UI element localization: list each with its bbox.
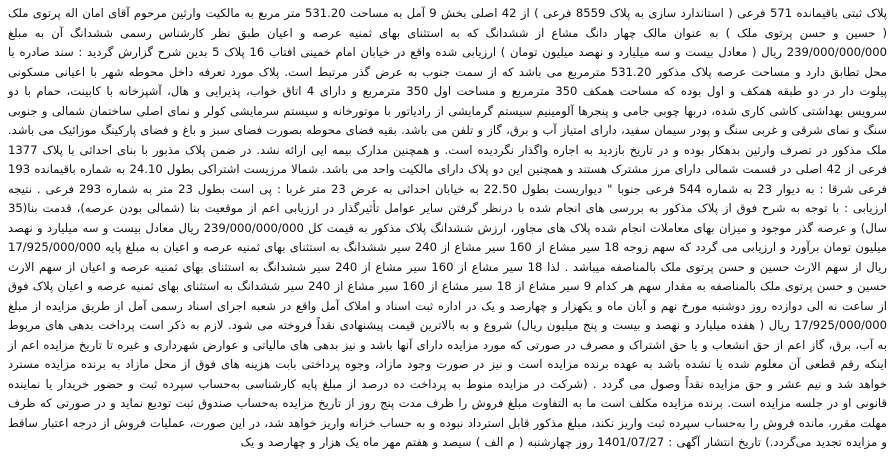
notice-body: پلاک ثبتی باقیمانده 571 فرعی ( استاندارد سازی به پلاک 8559 فرعی ) از 42 اصلی بخش 9 آمل به مساحت 531.20 متر مربع به مالکیت وارثین مرحوم آقای امان اله پرتوی ملک ( حسین و حسن پرتوی ملک ) به عنوان مالک چهار دانگ مشاع از ششدانگ که به استثنای بهای ثمنیه عرصه و اعیان طبق نظر کارشناس رسمی ششدانگ آن به مبلغ 239/000/000/000 ریال ( معادل بیست و سه میلیارد و نهصد میلیون تومان ) ارزیابی شده واقع در خیابان امام خمینی افتاب 16 پلاک 5 بدین شرح گزارش گردید : سند صادره با محل تطابق دارد و مساحت عرصه پلاک مذکور 531.20 مترمربع می باشد که از سمت جنوب به عرض گذر مرتبط است. پلاک مورد تعرفه داخل محوطه شهر با اعیانی مسکونی پیلوت دار در دو طبقه همکف و اول بوده که مساحت همکف 350 مترمربع و مساحت اول 350 مترمربع و دارای 4 اتاق خواب، پذیرایی و هال، آشپزخانه با کابینت، حمام با دو سرویس بهداشتی کاشی کاری شده، دربها چوبی جامی و پنجرها آلومینیم سیستم گرمایشی از رادیاتور با موتورخانه و سیستم سرمایشی کولر و نمای اصلی ساختمان شمالی و جنوبی سنگ و نمای شرقی و غربی سنگ و پودر سیمان سفید، دارای امتیاز آب و برق، گاز و تلفن می باشد. بقیه فضای محوطه بصورت فضای سبز و باغ و فضای پارکینگ موزائیک می باشد. ملک مذکور در تصرف وارثین بدهکار بوده و در تاریخ بازدید به اجاره واگذار نگردیده است. و همچنین مدارک بیمه ایی ارائه نشد. در ضمن پلاک مذبور با بنای احداثی با پلاک 1377 فرعی از 42 اصلی در قسمت شمالی دارای مرز مشترک هستند و همچنین این دو پلاک دارای مالکیت واحد می باشد. شمالا مرزیست اشتراکی بطول 24.10 به شماره باقیمانده 193 فرعی شرقا : به دیوار 23 به شماره 544 فرعی جنوبا " دیواریست بطول 22.50 به خیابان احداثی به عرض 23 متر غربا : پی است بطول 23 متر به شماره 293 فرعی . نتیجه ارزیابی : با توجه به شرح فوق از پلاک مذکور به بررسی های انجام شده با درنظر گرفتن سایر عوامل تأثیرگذار در ارزیابی اعم از موقعیت بنا (شمالی بودن عرصه)، قدمت بنا(35 سال) و عرصه گذر موجود و میزان بهای معاملات انجام شده پلاک های مجاور، ارزش ششدانگ پلاک مذکور به قیمت کل 239/000/000/000 ریال معادل بیست و سه میلیارد و نهصد میلیون تومان برآورد و ارزیابی می گردد که سهم زوجه 18 سیر مشاع از 160 سیر مشاع از 240 سیر ششدانگ به استثنای بهای ثمنیه عرصه و اعیان به مبلغ پایه 17/925/000/000 ریال از سهم الارث حسین و حسن پرتوی ملک بالمناصفه میباشد . لذا 18 سیر مشاع از 160 سیر مشاع از 240 سیر ششدانگ به استثنای بهای ثمنیه عرصه و اعیان از سهم الارث حسین و حسن پرتوی ملک بالمناصفه به مقدار سهم هر کدام 9 سیر مشاع از 18 سیر مشاع از 160 سیر مشاع از 240 سیر ششدانگ به استثنای بهای ثمنیه عرصه و اعیان پلاک فوق از ساعت نه الی دوازده روز دوشنبه مورخ نهم و آبان ماه و یکهزار و چهارصد و یک در اداره ثبت اسناد و املاک آمل واقع در شعبه اجرای اسناد رسمی آمل از طریق مزایده از مبلغ 17/925/000/000 ریال ( هفده میلیارد و نهصد و بیست و پنج میلیون ریال) شروع و به بالاترین قیمت پیشنهادی نقداً فروخته می شود. لازم به ذکر است پرداخت بدهی های مربوط به آب، برق، گاز اعم از حق انشعاب و یا حق اشتراک و مصرف در صورتی که مورد مزایده دارای آنها باشد و نیز بدهی های مالیاتی و عوارض شهرداری و غیره تا تاریخ مزایده اعم از اینکه رقم قطعی آن معلوم شده یا نشده باشد به عهده برنده مزایده است و نیز در صورت وجود مازاد، وجوه پرداختی بابت هزینه های فوق از محل مازاد به برنده مزایده مسترد خواهد شد و نیم عشر و حق مزایده نقداً وصول می گردد . (شرکت در مزایده منوط به پرداخت ده درصد از مبلغ پایه کارشناسی به‌حساب سپرده ثبت و حضور خریدار یا نماینده قانونی او در جلسه مزایده است. برنده مزایده مکلف است ما به التفاوت مبلغ فروش را ظرف مدت پنج روز از تاریخ مزایده به‌حساب صندوق ثبت تودیع نماید و در صورتی که ظرف مهلت مقرر، مانده فروش را به‌حساب سپرده ثبت واریز نکند، مبلغ مذکور قابل استرداد نبوده و به حساب خزانه واریز خواهد شد، در این صورت، عملیات فروش از درجه اعتبار ساقط و مزایده تجدید می‌گردد.) تاریخ انتشار آگهی : 1401/07/27 روز چهارشنبه ( م الف ) سیصد و هفتم مهر ماه یک هزار و چهارصد و یک: [8, 6, 888, 449]
